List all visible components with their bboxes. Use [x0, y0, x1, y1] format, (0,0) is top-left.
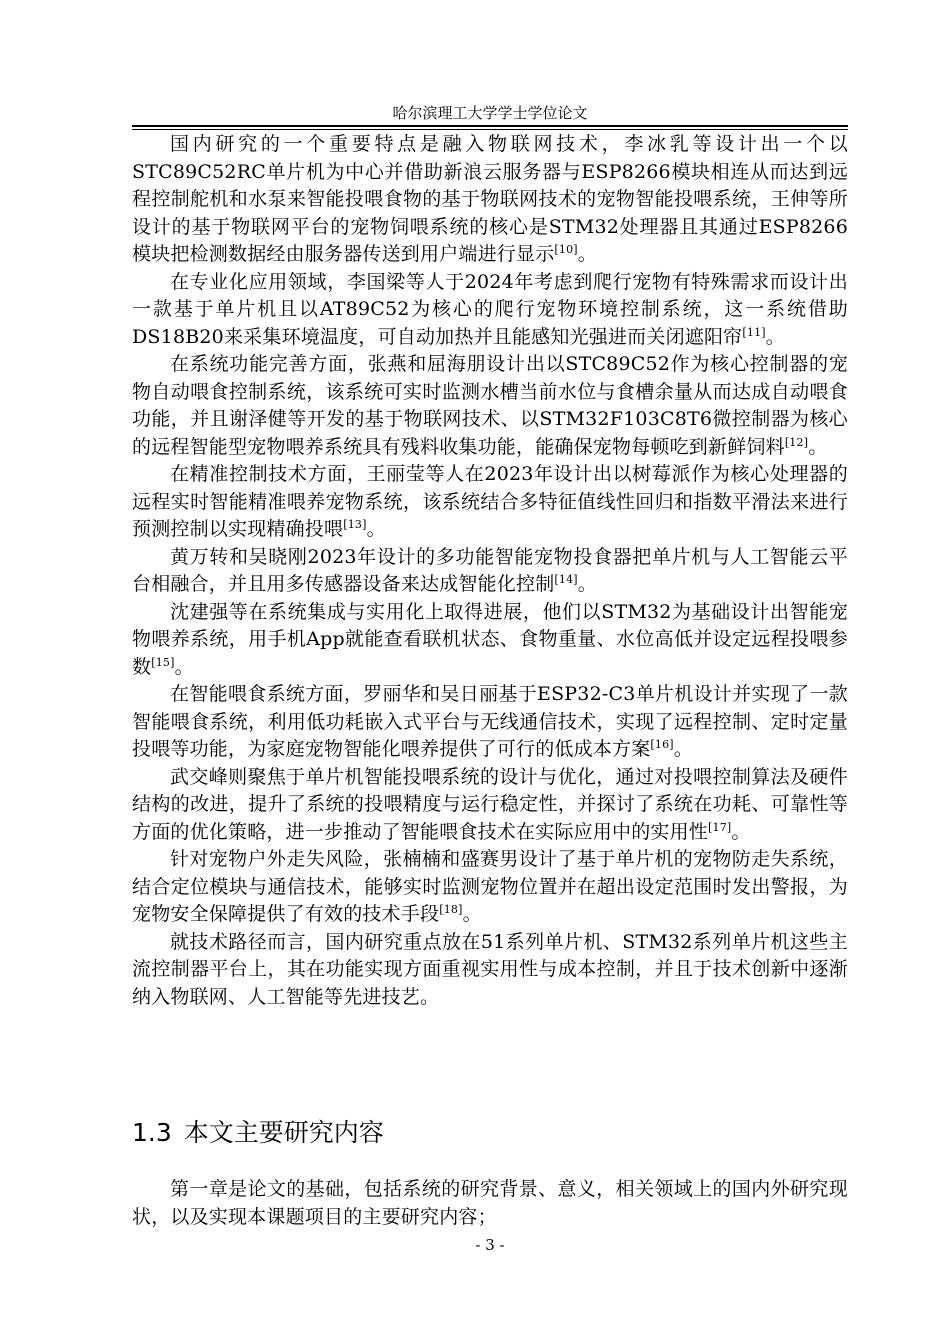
citation: [11]	[742, 325, 766, 339]
citation: [17]	[708, 820, 732, 834]
section-body	[132, 1176, 848, 1231]
paragraph: 武交峰则聚焦于单片机智能投喂系统的设计与优化，通过对投喂控制算法及硬件结构的改进，提升了系统的投喂精度与运行稳定性，并探讨了系统在功耗、可靠性等方面的优化策略，进一步推动了智能喂食技术在实际应用中的实用性[17]。	[132, 765, 848, 843]
section-number: 1.3	[132, 1118, 172, 1147]
citation: [15]	[151, 655, 175, 669]
header-rule-secondary	[132, 129, 848, 130]
citation: [18]	[439, 903, 463, 916]
citation: [10]	[554, 243, 578, 256]
paragraph: 针对宠物户外走失风险，张楠楠和盛赛男设计了基于单片机的宠物防走失系统，结合定位模块与通信技术，能够实时监测宠物位置并在超出设定范围时发出警报，为宠物安全保障提供了有效的技术手段[18]。	[132, 848, 848, 925]
citation: [13]	[343, 518, 367, 531]
paragraph: 就技术路径而言，国内研究重点放在51系列单片机、STM32系列单片机这些主流控制器平台上，其在功能实现方面重视实用性与成本控制，并且于技术创新中逐渐纳入物联网、人工智能等先进技艺。	[132, 930, 848, 1008]
paragraph: 第一章是论文的基础，包括系统的研究背景、意义，相关领域上的国内外研究现状，以及实现本课题项目的主要研究内容；	[132, 1178, 848, 1228]
section-heading	[132, 1115, 848, 1151]
body-text	[132, 131, 848, 1011]
paragraph: 在专业化应用领域，李国梁等人于2024年考虑到爬行宠物有特殊需求而设计出一款基于单片机且以AT89C52为核心的爬行宠物环境控制系统，这一系统借助DS18B20来采集环境温度，可自动加热并且能感知光强进而关闭遮阳帘[11]。	[132, 270, 848, 348]
paragraph: 在系统功能完善方面，张燕和屈海朋设计出以STC89C52作为核心控制器的宠物自动喂食控制系统，该系统可实时监测水槽当前水位与食槽余量从而达成自动喂食功能，并且谢泽健等开发的基于物联网技术、以STM32F103C8T6微控制器为核心的远程智能型宠物喂养系统具有残料收集功能，能确保宠物每顿吃到新鲜饲料[12]。	[132, 353, 848, 458]
citation: [16]	[650, 738, 674, 751]
paragraph: 在智能喂食系统方面，罗丽华和吴日丽基于ESP32-C3单片机设计并实现了一款智能喂食系统，利用低功耗嵌入式平台与无线通信技术，实现了远程控制、定时定量投喂等功能，为家庭宠物智能化喂养提供了可行的低成本方案[16]。	[132, 683, 848, 760]
running-header: 哈尔滨理工大学学士学位论文	[392, 104, 588, 122]
section-title: 本文主要研究内容	[183, 1118, 384, 1147]
citation: [14]	[554, 573, 578, 586]
page-number: - 3 -	[475, 1236, 505, 1254]
citation: [12]	[784, 435, 809, 449]
paragraph: 黄万转和吴晓刚2023年设计的多功能智能宠物投食器把单片机与人工智能云平台相融合，并且用多传感器设备来达成智能化控制[14]。	[132, 545, 848, 595]
paragraph: 国内研究的一个重要特点是融入物联网技术，李冰乳等设计出一个以STC89C52RC单片机为中心并借助新浪云服务器与ESP8266模块相连从而达到远程控制舵机和水泵来智能投喂食物的基于物联网技术的宠物智能投喂系统，王伸等所设计的基于物联网平台的宠物饲喂系统的核心是STM32处理器且其通过ESP8266模块把检测数据经由服务器传送到用户端进行显示[10]。	[132, 133, 848, 265]
paragraph: 沈建强等在系统集成与实用化上取得进展，他们以STM32为基础设计出智能宠物喂养系统，用手机App就能查看联机状态、食物重量、水位高低并设定远程投喂参数[15]。	[132, 600, 848, 678]
header-rule	[132, 125, 848, 127]
paragraph: 在精准控制技术方面，王丽莹等人在2023年设计出以树莓派作为核心处理器的远程实时智能精准喂养宠物系统，该系统结合多特征值线性回归和指数平滑法来进行预测控制以实现精确投喂[13]。	[132, 463, 848, 540]
